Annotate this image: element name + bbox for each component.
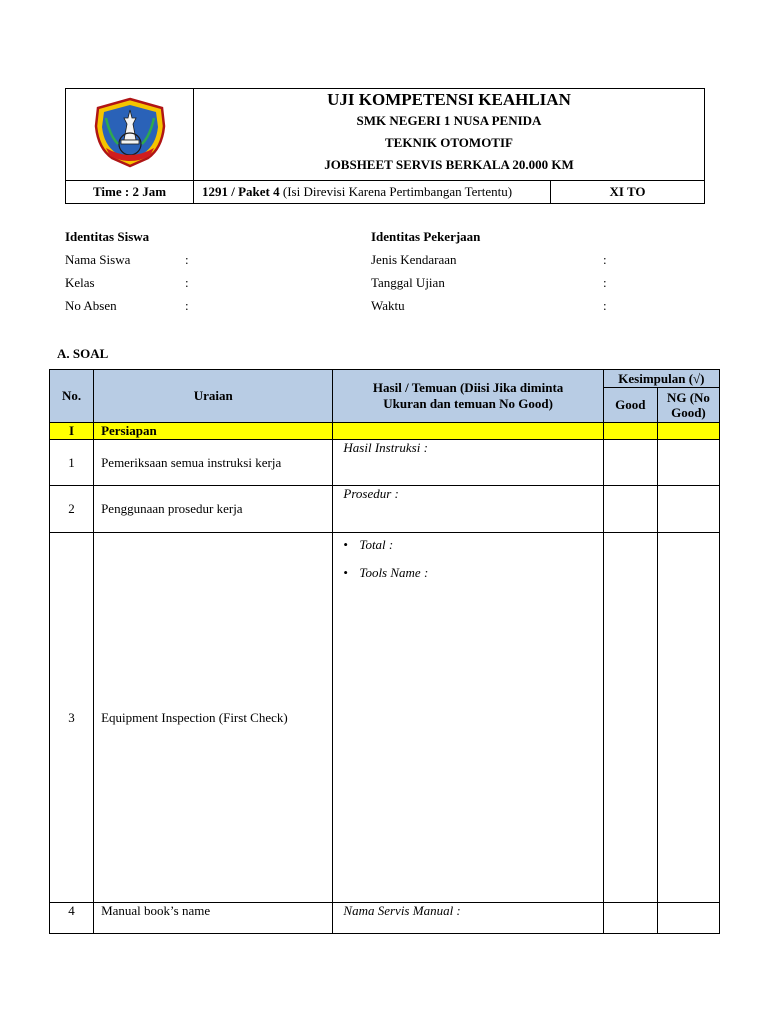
group-hasil-cell <box>333 423 603 440</box>
row-number: 4 <box>50 903 94 934</box>
vehicle-type-colon: : <box>603 252 607 267</box>
student-identity-title: Identitas Siswa <box>65 229 150 244</box>
job-identity-title: Identitas Pekerjaan <box>371 229 481 244</box>
bullet-total: • Total : <box>343 537 602 553</box>
table-row <box>50 903 720 934</box>
paket-number: 1291 / Paket 4 <box>202 184 280 199</box>
row-number: 3 <box>50 533 94 903</box>
row-ng-checkbox-cell[interactable] <box>657 486 719 533</box>
row-uraian: Penggunaan prosedur kerja <box>94 486 333 533</box>
paket-note: (Isi Direvisi Karena Pertimbangan Tertentu) <box>279 184 513 199</box>
class-cell: XI TO <box>551 181 705 204</box>
page-title: UJI KOMPETENSI KEAHLIAN <box>327 90 571 109</box>
student-name-label: Nama Siswa <box>65 252 131 267</box>
section-title: A. SOAL <box>57 346 109 361</box>
student-class-colon: : <box>185 275 189 290</box>
exam-date-colon: : <box>603 275 607 290</box>
row-good-checkbox-cell[interactable] <box>603 533 657 903</box>
soal-table <box>49 369 720 934</box>
time-label: Waktu <box>371 298 405 313</box>
group-ng-cell <box>657 423 719 440</box>
vehicle-type-label: Jenis Kendaraan <box>371 252 457 267</box>
student-name-colon: : <box>185 252 189 267</box>
row-good-checkbox-cell[interactable] <box>603 903 657 934</box>
school-emblem-icon <box>92 96 168 168</box>
row-hasil-field[interactable]: Nama Servis Manual : <box>333 903 603 934</box>
student-absen-label: No Absen <box>65 298 117 313</box>
col-header-uraian: Uraian <box>94 370 333 423</box>
col-header-hasil: Hasil / Temuan (Diisi Jika diminta Ukuran dan temuan No Good) <box>333 370 603 423</box>
program-name: TEKNIK OTOMOTIF <box>385 135 513 150</box>
row-uraian: Manual book’s name <box>94 903 333 934</box>
hasil-bullet-list <box>343 537 602 581</box>
student-absen-colon: : <box>185 298 189 313</box>
jobsheet-title: JOBSHEET SERVIS BERKALA 20.000 KM <box>324 157 574 172</box>
col-header-ng: NG (No Good) <box>657 388 719 423</box>
school-name: SMK NEGERI 1 NUSA PENIDA <box>356 113 542 128</box>
col-header-no: No. <box>50 370 94 423</box>
table-row <box>50 533 720 903</box>
table-row <box>50 440 720 486</box>
bullet-tools-name: • Tools Name : <box>343 565 602 581</box>
col-header-kesimpulan: Kesimpulan (√) <box>603 370 719 388</box>
logo-cell <box>66 89 194 181</box>
student-class-label: Kelas <box>65 275 95 290</box>
time-colon: : <box>603 298 607 313</box>
row-ng-checkbox-cell[interactable] <box>657 440 719 486</box>
row-ng-checkbox-cell[interactable] <box>657 533 719 903</box>
group-number: I <box>50 423 94 440</box>
row-good-checkbox-cell[interactable] <box>603 440 657 486</box>
row-number: 2 <box>50 486 94 533</box>
group-row <box>50 423 720 440</box>
title-cell <box>194 89 705 181</box>
paket-cell <box>194 181 551 204</box>
col-header-good: Good <box>603 388 657 423</box>
time-cell: Time : 2 Jam <box>66 181 194 204</box>
row-hasil-field[interactable] <box>333 533 603 903</box>
row-uraian: Pemeriksaan semua instruksi kerja <box>94 440 333 486</box>
row-good-checkbox-cell[interactable] <box>603 486 657 533</box>
row-hasil-field[interactable]: Hasil Instruksi : <box>333 440 603 486</box>
table-row <box>50 486 720 533</box>
group-label: Persiapan <box>94 423 333 440</box>
row-uraian: Equipment Inspection (First Check) <box>94 533 333 903</box>
group-good-cell <box>603 423 657 440</box>
row-ng-checkbox-cell[interactable] <box>657 903 719 934</box>
exam-date-label: Tanggal Ujian <box>371 275 445 290</box>
row-number: 1 <box>50 440 94 486</box>
row-hasil-field[interactable]: Prosedur : <box>333 486 603 533</box>
header-table <box>65 88 705 204</box>
